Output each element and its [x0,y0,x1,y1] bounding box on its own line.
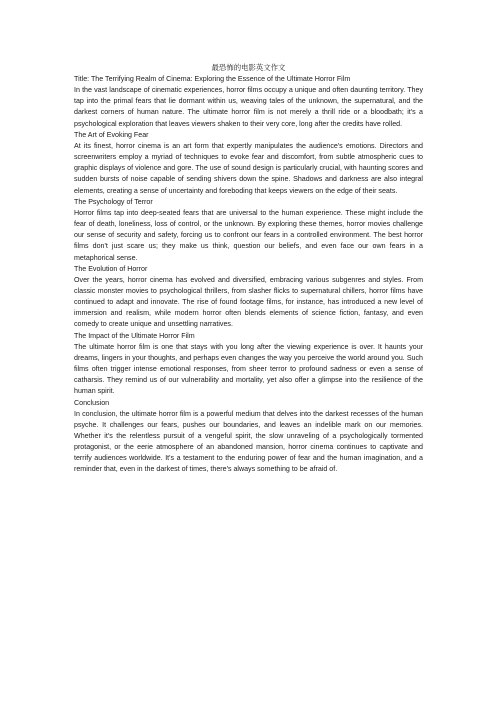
paragraph-evolution-of-horror: Over the years, horror cinema has evolved and diversified, embracing various subgenres and styles. From classic monster movies to psychological thrillers, from slasher flicks to supernatural chillers, horror films have continued to adapt and innovate. The rise of found footage films, for instance, has introduced a new level of immersion and realism, while modern horror often blends elements of science fiction, fantasy, and even comedy to create unique and unsettling narratives. [74,275,423,329]
essay-title: Title: The Terrifying Realm of Cinema: Exploring the Essence of the Ultimate Horror Film [74,75,351,83]
section-heading-impact: The Impact of the Ultimate Horror Film [74,331,195,340]
document-page [74,62,423,476]
paragraph-art-of-evoking-fear: At its finest, horror cinema is an art form that expertly manipulates the audience's emotions. Directors and screenwriters employ a myriad of techniques to evoke fear and discomfort, from subtle atmospheric cues to graphic displays of violence and gore. The use of sound design is particularly crucial, with haunting scores and sudden bursts of noise capable of sending shivers down the spine. Shadows and darkness are also integral elements, creating a sense of uncertainty and foreboding that keeps viewers on the edge of their seats. [74,141,423,195]
section-heading-conclusion: Conclusion [74,398,110,407]
paragraph-conclusion: In conclusion, the ultimate horror film is a powerful medium that delves into the darkest recesses of the human psyche. It challenges our fears, pushes our boundaries, and leaves an indelible mark on our memories. Whether it's the relentless pursuit of a vengeful spirit, the slow unraveling of a psychologically tormented protagonist, or the eerie atmosphere of an abandoned mansion, horror cinema continues to captivate and terrify audiences worldwide. It's a testament to the enduring power of fear and the human imagination, and a reminder that, even in the darkest of times, there's always something to be afraid of. [74,409,423,474]
section-heading-psychology-of-terror: The Psychology of Terror [74,197,153,206]
document-title: 最恐怖的电影英文作文 [211,63,286,72]
paragraph-impact: The ultimate horror film is one that stays with you long after the viewing experience is over. It haunts your dreams, lingers in your thoughts, and perhaps even changes the way you perceive the world around you. Such films often trigger intense emotional responses, from sheer terror to profound sadness or even a sense of catharsis. They remind us of our vulnerability and mortality, yet also offer a glimpse into the resilience of the human spirit. [74,342,423,396]
section-heading-art-of-evoking-fear: The Art of Evoking Fear [74,130,149,139]
paragraph-psychology-of-terror: Horror films tap into deep-seated fears that are universal to the human experience. These might include the fear of death, loneliness, loss of control, or the unknown. By exploring these themes, horror movies challenge our sense of security and safety, forcing us to confront our fears in a controlled environment. The best horror films don't just scare us; they make us think, question our beliefs, and even face our own fears in a metaphorical sense. [74,208,423,262]
section-heading-evolution-of-horror: The Evolution of Horror [74,264,148,273]
intro-paragraph: In the vast landscape of cinematic experiences, horror films occupy a unique and often daunting territory. They tap into the primal fears that lie dormant within us, weaving tales of the unknown, the supernatural, and the darkest corners of human nature. The ultimate horror film is not merely a thrill ride or a bloodbath; it's a psychological exploration that leaves viewers shaken to their very core, long after the credits have rolled. [74,86,423,128]
